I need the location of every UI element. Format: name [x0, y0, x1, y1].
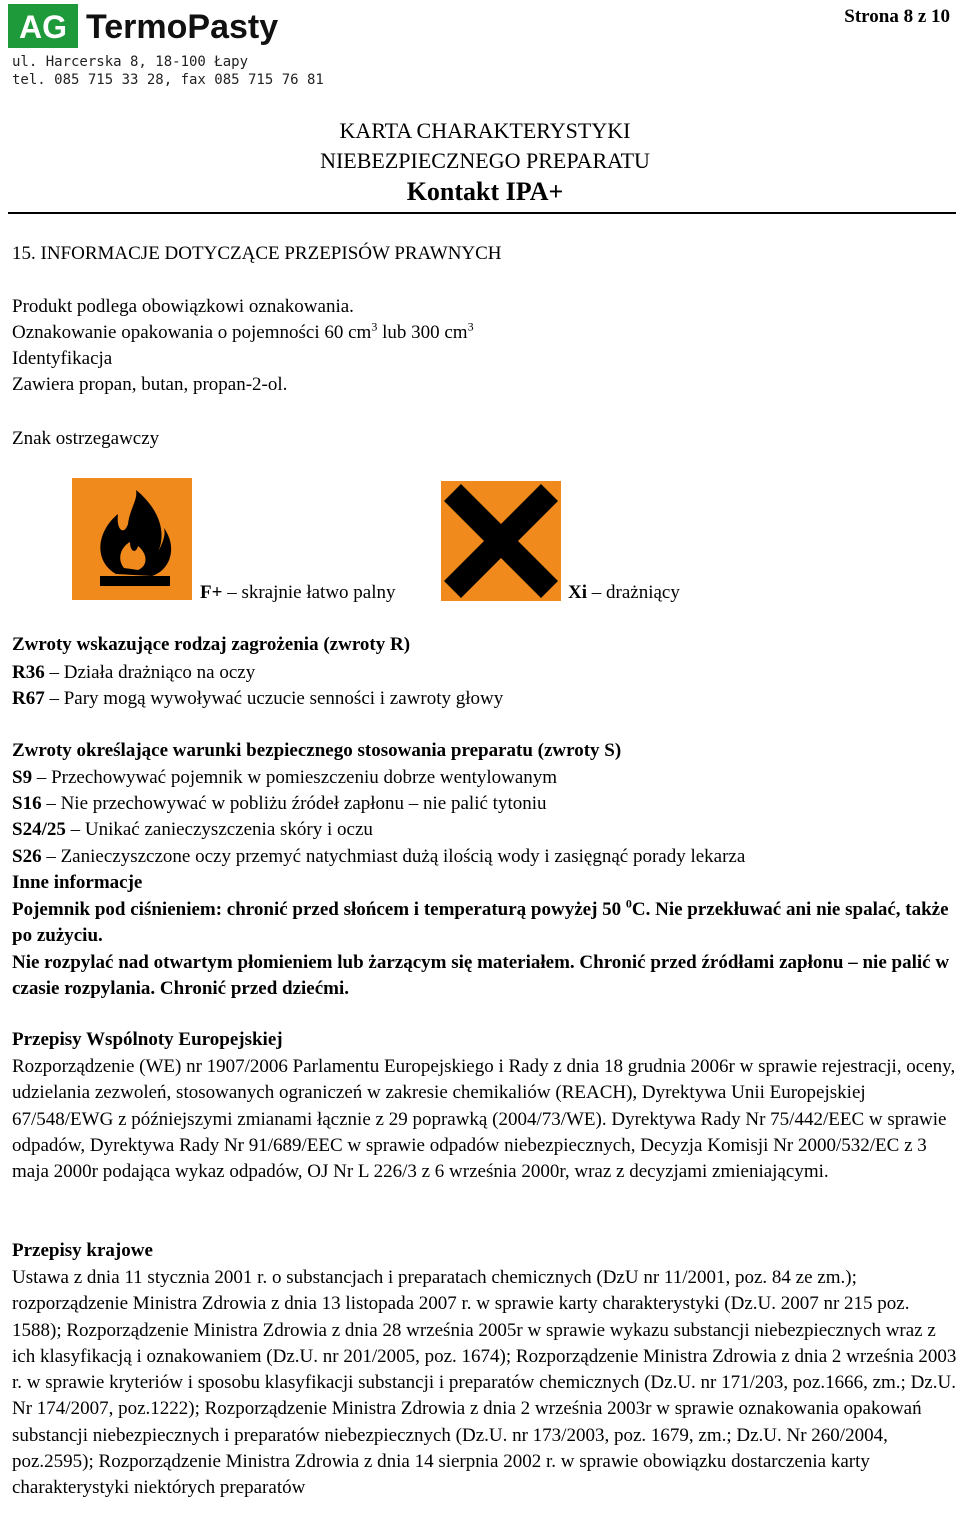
section-heading: 15. INFORMACJE DOTYCZĄCE PRZEPISÓW PRAWNYCH — [12, 243, 502, 264]
packaging-line: Oznakowanie opakowania o pojemności 60 $cm^3$ lub 300 $cm^3$ — [12, 319, 474, 343]
irritant-x-icon — [441, 481, 561, 601]
company-logo — [8, 4, 328, 48]
doc-title-line2: NIEBEZPIECZNEGO PREPARATU — [320, 148, 650, 173]
flammable-icon — [72, 478, 192, 600]
eu-regulations-heading: Przepisy Wspólnoty Europejskiej — [12, 1029, 283, 1050]
doc-title-line1: KARTA CHARAKTERYSTYKI — [339, 118, 631, 143]
company-phone: tel. 085 715 33 28, fax 085 715 76 81 — [12, 72, 324, 88]
identification-label: Identyfikacja — [12, 348, 113, 369]
s-phrases-heading: Zwroty określające warunki bezpiecznego stosowania preparatu (zwroty S) — [12, 740, 622, 761]
labelling-note: Produkt podlega obowiązkowi oznakowania. — [12, 296, 354, 317]
r-phrases-heading: Zwroty wskazujące rodzaj zagrożenia (zwroty R) — [12, 634, 411, 655]
r-phrase: R36 – Działa drażniąco na oczy — [12, 662, 256, 683]
company-address: ul. Harcerska 8, 18-100 Łapy — [12, 54, 249, 70]
doc-title-product: Kontakt IPA+ — [406, 177, 564, 206]
contains-line: Zawiera propan, butan, propan-2-ol. — [12, 374, 288, 395]
national-regulations-heading: Przepisy krajowe — [12, 1240, 153, 1261]
header-divider — [8, 212, 956, 214]
eu-regulations-text: Rozporządzenie (WE) nr 1907/2006 Parlamentu Europejskiego i Rady z dnia 18 grudnia 2006r w sprawie rejestracji, oceny, udzielania zezwoleń, stosowanych ograniczeń w zakresie chemikaliów (REACH), Dyrektywa Unii Europejskiej 67/548/EWG z późniejszymi zmianami łącznie z 29 poprawką (2004/73/WE). Dyrektywa Rady Nr 75/442/EEC w sprawie odpadów, Dyrektywa Rady Nr 91/689/EEC w sprawie odpadów niebezpiecznych, Decyzja Komisji Nr 2000/532/EC z 3 maja 2000r podająca wykaz odpadów, OJ Nr L 226/3 z 6 września 2000r, wraz z decyzjami zmieniającymi. — [12, 1056, 956, 1183]
s-phrase: S26 – Zanieczyszczone oczy przemyć natychmiast dużą ilością wody i zasięgnąć porady lekarza — [12, 846, 746, 867]
svg-text:AG: AG — [19, 9, 67, 45]
r-phrase: R67 – Pary mogą wywoływać uczucie senności i zawroty głowy — [12, 688, 504, 709]
spray-warning: Nie rozpylać nad otwartym płomieniem lub żarzącym się materiałem. Chronić przed źródłami zapłonu – nie palić w czasie rozpylania. Chronić przed dziećmi. — [12, 952, 950, 1000]
national-regulations-text: Ustawa z dnia 11 stycznia 2001 r. o substancjach i preparatach chemicznych (DzU nr 11/2001, poz. 84 ze zm.); rozporządzenie Ministra Zdrowia z dnia 13 listopada 2007 r. w sprawie karty charakterystyki (Dz.U. 2007 nr 215 poz. 1588); Rozporządzenie Ministra Zdrowia z dnia 28 września 2005r w sprawie wykazu substancji niebezpiecznych wraz z ich klasyfikacją i oznakowaniem (Dz.U. nr 201/2005, poz. 1674); Rozporządzenie Ministra Zdrowia z dnia 2 września 2003 r. w sprawie kryteriów i sposobu klasyfikacji substancji i preparatów chemicznych (Dz.U. nr 171/203, poz.1666, zm.; Dz.U. Nr 174/2007, poz.1222); Rozporządzenie Ministra Zdrowia z dnia 2 września 2003r w sprawie oznakowania opakowań substancji niebezpiecznych i preparatów niebezpiecznych (Dz.U. nr 173/2003, poz. 1679, zm.; Dz.U. Nr 260/2004, poz.2595); Rozporządzenie Ministra Zdrowia z dnia 14 sierpnia 2002 r. w sprawie obowiązku dostarczenia karty charakterystyki niektórych preparatów — [12, 1267, 957, 1499]
other-info-heading: Inne informacje — [12, 872, 143, 893]
s-phrase: S16 – Nie przechowywać w pobliżu źródeł zapłonu – nie palić tytoniu — [12, 793, 547, 814]
warning-sign-label: Znak ostrzegawczy — [12, 428, 160, 449]
s-phrase: S24/25 – Unikać zanieczyszczenia skóry i oczu — [12, 819, 373, 840]
symbol-label-flammable: F+ – skrajnie łatwo palny — [200, 582, 396, 603]
pressure-warning: Pojemnik pod ciśnieniem: chronić przed słońcem i temperaturą powyżej 50 $^0$C. Nie przekłuwać ani nie spalać, także po zużyciu. — [12, 896, 949, 947]
symbol-label-irritant: Xi – drażniący — [568, 582, 680, 603]
s-phrase: S9 – Przechowywać pojemnik w pomieszczeniu dobrze wentylowanym — [12, 767, 558, 788]
svg-text:TermoPasty: TermoPasty — [86, 8, 279, 46]
page-number: Strona 8 z 10 — [844, 6, 950, 27]
